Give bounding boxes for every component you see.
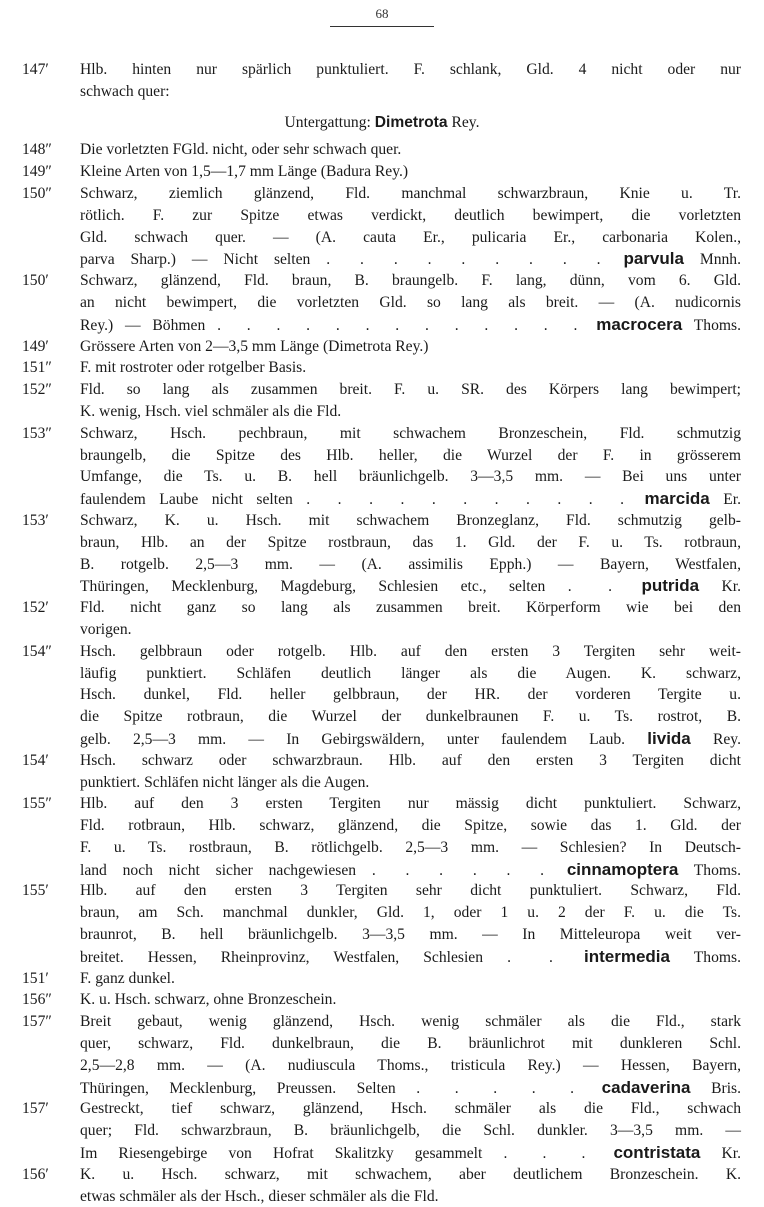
- key-couplet: [0, 989, 764, 1011]
- species-author: Thoms.: [693, 948, 741, 966]
- text-row: [80, 1120, 741, 1142]
- text-line: Gestreckt, tief schwarz, glänzend, Hsch. schmäler als die Fld., schwach: [80, 1100, 741, 1118]
- text-line: rötlich. F. zur Spitze etwas verdickt, deutlich bewimpert, die vorletzten: [80, 206, 741, 224]
- text-line: Fld. rotbraun, Hlb. schwarz, glänzend, die Spitze, sowie das 1. Gld. der: [80, 817, 741, 835]
- text-row: [80, 619, 741, 641]
- text-line: Grössere Arten von 2—3,5 mm Länge (Dimetrota Rey.): [80, 337, 429, 355]
- text-line: braun, Hlb. an der Spitze rostbraun, das 1. Gld. der F. u. Ts. rotbraun,: [80, 533, 741, 551]
- text-line: F. mit rostroter oder rotgelber Basis.: [80, 359, 307, 377]
- text-row: [80, 597, 741, 619]
- text-row: [80, 554, 741, 576]
- couplet-number: 152′: [22, 599, 49, 617]
- text-row: [80, 772, 741, 794]
- leader-dots: . . . . .: [416, 1079, 582, 1097]
- text-row: [80, 510, 741, 532]
- text-row: [80, 532, 741, 554]
- species-label: [584, 946, 741, 966]
- couplet-number: 151″: [22, 359, 52, 377]
- text-line: Hlb. auf den 3 ersten Tergiten nur mässig dicht punktuliert. Schwarz,: [80, 795, 741, 813]
- text-line: quer; Fld. schwarzbraun, B. bräunlichgelb, die Schl. dunkler. 3—3,5 mm. —: [80, 1122, 741, 1140]
- text-row: [80, 59, 741, 81]
- text-line: land noch nicht sicher nachgewiesen: [80, 861, 357, 879]
- key-couplet: [0, 641, 764, 750]
- species-name: parvula: [623, 249, 684, 269]
- species-author: Kr.: [721, 578, 742, 596]
- key-couplet: [0, 270, 764, 335]
- couplet-number: 149′: [22, 337, 49, 355]
- text-line: schwach quer:: [80, 82, 170, 100]
- key-couplet: [0, 1011, 764, 1098]
- text-line: Thüringen, Mecklenburg, Magdeburg, Schlesien etc., selten: [80, 578, 546, 596]
- text-row: [80, 1055, 741, 1077]
- species-line: [80, 1142, 741, 1164]
- species-line: [80, 728, 741, 750]
- text-line: faulendem Laube nicht selten: [80, 491, 293, 509]
- species-author: Bris.: [711, 1079, 742, 1097]
- text-line: Gld. schwach quer. — (A. cauta Er., pulicaria Er., carbonaria Kolen.,: [80, 228, 741, 246]
- text-row: [80, 663, 741, 685]
- species-name: marcida: [644, 489, 710, 509]
- couplet-number: 153′: [22, 511, 49, 529]
- text-row: [80, 336, 741, 358]
- species-name: putrida: [641, 576, 700, 596]
- couplet-number: 157″: [22, 1013, 52, 1031]
- text-row: [80, 81, 741, 103]
- leader-dots: . . . . . . . . . . .: [306, 491, 632, 509]
- species-author: Rey.: [712, 730, 741, 748]
- subgenus-author: Rey.: [451, 113, 480, 131]
- text-row: [80, 161, 741, 183]
- species-line: [80, 314, 741, 336]
- couplet-number: 155′: [22, 882, 49, 900]
- text-line: K. u. Hsch. schwarz, ohne Bronzeschein.: [80, 991, 337, 1009]
- text-row: [80, 924, 741, 946]
- text-row: [80, 423, 741, 445]
- header-rule: [330, 26, 434, 27]
- text-row: [80, 466, 741, 488]
- species-label: [601, 1077, 742, 1097]
- text-line: braun, am Sch. manchmal dunkler, Gld. 1, oder 1 u. 2 der F. u. die Ts.: [80, 904, 741, 922]
- text-line: 2,5—2,8 mm. — (A. nudiuscula Thoms., tristicula Rey.) — Hessen, Bayern,: [80, 1056, 741, 1074]
- text-line: Im Riesengebirge von Hofrat Skalitzky gesammelt: [80, 1145, 483, 1163]
- species-label: [623, 251, 741, 268]
- species-line: [80, 1077, 741, 1099]
- leader-dots: . .: [567, 578, 620, 596]
- text-line: Hlb. hinten nur spärlich punktuliert. F. schlank, Gld. 4 nicht oder nur: [80, 61, 741, 78]
- key-couplet: [0, 510, 764, 597]
- couplet-number: 157′: [22, 1100, 49, 1118]
- text-row: [80, 706, 741, 728]
- text-row: [80, 641, 741, 663]
- key-couplet: [0, 793, 764, 880]
- couplet-number: 148″: [22, 141, 52, 159]
- leader-dots: . . . . . . . . . . . . .: [217, 316, 585, 334]
- text-line: die Spitze rotbraun, die Wurzel der dunkelbraunen F. u. Ts. rostrot, B.: [80, 708, 741, 726]
- text-line: an nicht bewimpert, die vorletzten Gld. so lang als breit. — (A. nudicornis: [80, 293, 741, 311]
- text-line: punktiert. Schläfen nicht länger als die Augen.: [80, 773, 370, 791]
- couplet-number: 150″: [22, 184, 52, 202]
- couplet-number: 156″: [22, 991, 52, 1009]
- species-name: contristata: [613, 1143, 701, 1163]
- text-line: parva Sharp.) — Nicht selten: [80, 251, 311, 269]
- text-line: läufig punktiert. Schläfen deutlich länger als die Augen. K. schwarz,: [80, 664, 741, 682]
- text-row: [80, 989, 741, 1011]
- key-couplet: [0, 183, 764, 270]
- key-couplet: [0, 968, 764, 990]
- subgenus-label: Untergattung:: [284, 113, 371, 131]
- species-name: cinnamoptera: [566, 859, 679, 879]
- species-line: [80, 248, 741, 270]
- text-row: [80, 183, 741, 205]
- text-row: [80, 292, 741, 314]
- couplet-number: 154′: [22, 751, 49, 769]
- text-line: Umfange, die Ts. u. B. hell bräunlichgelb. 3—3,5 mm. — Bei uns unter: [80, 468, 741, 486]
- text-line: breitet. Hessen, Rheinprovinz, Westfalen, Schlesien: [80, 948, 484, 966]
- key-couplet: [0, 750, 764, 794]
- key-couplet: [0, 1098, 764, 1163]
- species-label: [647, 728, 741, 748]
- couplet-number: 147′: [22, 61, 49, 78]
- text-row: [80, 445, 741, 467]
- text-line: B. rotgelb. 2,5—3 mm. — (A. assimilis Epph.) — Bayern, Westfalen,: [80, 555, 741, 573]
- text-row: [80, 205, 741, 227]
- leader-dots: . .: [507, 948, 560, 966]
- key-couplet: [0, 597, 764, 641]
- text-line: Rey.) — Böhmen: [80, 316, 206, 334]
- text-row: [80, 401, 741, 423]
- text-line: Breit gebaut, wenig glänzend, Hsch. wenig schmäler als die Fld., stark: [80, 1013, 741, 1031]
- species-author: Thoms.: [693, 316, 741, 334]
- couplet-number: 155″: [22, 795, 52, 813]
- species-label: [645, 491, 741, 508]
- text-row: [80, 270, 741, 292]
- text-line: Schwarz, glänzend, Fld. braun, B. braungelb. F. lang, dünn, vom 6. Gld.: [80, 272, 741, 290]
- species-line: [80, 488, 741, 510]
- text-line: vorigen.: [80, 620, 132, 638]
- text-row: [80, 227, 741, 249]
- leader-dots: . . . . . . . . .: [326, 251, 608, 269]
- species-line: [80, 946, 741, 968]
- species-name: macrocera: [596, 314, 683, 334]
- text-line: Kleine Arten von 1,5—1,7 mm Länge (Badura Rey.): [80, 163, 409, 181]
- leader-dots: . . . . . .: [371, 861, 552, 879]
- text-row: [80, 815, 741, 837]
- text-line: Fld. so lang als zusammen breit. F. u. SR. des Körpers lang bewimpert;: [80, 381, 741, 399]
- text-line: F. ganz dunkel.: [80, 969, 175, 987]
- couplet-number: 152″: [22, 381, 52, 399]
- text-row: [80, 139, 741, 161]
- key-couplet: [0, 336, 764, 358]
- text-row: [80, 902, 741, 924]
- text-row: [80, 968, 741, 990]
- species-name: cadaverina: [601, 1077, 691, 1097]
- key-couplet: [0, 357, 764, 379]
- text-line: Hsch. gelbbraun oder rotgelb. Hlb. auf den ersten 3 Tergiten sehr weit-: [80, 642, 741, 660]
- couplet-number: 149″: [22, 163, 52, 181]
- key-text: [0, 59, 764, 1207]
- species-name: livida: [647, 728, 691, 748]
- key-couplet: [0, 379, 764, 423]
- text-line: Hlb. auf den ersten 3 Tergiten sehr dicht punktuliert. Schwarz, Fld.: [80, 882, 741, 900]
- text-line: braunrot, B. hell bräunlichgelb. 3—3,5 mm. — In Mitteleuropa weit ver-: [80, 926, 741, 944]
- text-line: Schwarz, Hsch. pechbraun, mit schwachem Bronzeschein, Fld. schmutzig: [80, 424, 741, 442]
- subgenus-heading: [0, 103, 764, 140]
- species-label: [613, 1145, 741, 1162]
- leader-dots: . . .: [503, 1145, 593, 1163]
- subgenus-name: Dimetrota: [374, 113, 448, 131]
- text-line: etwas schmäler als der Hsch., dieser schmäler als die Fld.: [80, 1187, 439, 1205]
- text-row: [80, 1098, 741, 1120]
- text-row: [80, 837, 741, 859]
- text-line: quer, schwarz, Fld. dunkelbraun, die B. bräunlichrot mit dunkleren Schl.: [80, 1035, 741, 1053]
- text-line: Hsch. schwarz oder schwarzbraun. Hlb. auf den ersten 3 Tergiten dicht: [80, 751, 741, 769]
- couplet-number: 153″: [22, 424, 52, 442]
- couplet-number: 150′: [22, 272, 49, 290]
- key-couplet: [0, 59, 764, 103]
- text-row: [80, 1164, 741, 1186]
- text-line: K. u. Hsch. schwarz, mit schwachem, aber deutlichem Bronzeschein. K.: [80, 1165, 741, 1183]
- species-label: [641, 578, 741, 595]
- key-couplet: [0, 423, 764, 510]
- species-label: [566, 859, 741, 879]
- species-line: [80, 575, 741, 597]
- species-author: Er.: [723, 491, 742, 509]
- species-author: Mnnh.: [699, 251, 741, 269]
- text-row: [80, 1033, 741, 1055]
- text-line: Thüringen, Mecklenburg, Preussen. Selten: [80, 1079, 396, 1097]
- text-row: [80, 793, 741, 815]
- text-line: Schwarz, K. u. Hsch. mit schwachem Bronzeglanz, Fld. schmutzig gelb-: [80, 511, 741, 529]
- text-row: [80, 750, 741, 772]
- text-line: braungelb, die Spitze des Hlb. heller, die Wurzel der F. in grösserem: [80, 446, 741, 464]
- species-label: [596, 314, 741, 334]
- text-row: [80, 379, 741, 401]
- page-number: 68: [375, 6, 389, 21]
- text-line: F. u. Ts. rostbraun, B. rötlichgelb. 2,5—3 mm. — Schlesien? In Deutsch-: [80, 838, 741, 856]
- couplet-number: 156′: [22, 1165, 49, 1183]
- key-couplet: [0, 1164, 764, 1207]
- text-row: [80, 880, 741, 902]
- text-row: [80, 1011, 741, 1033]
- text-line: Schwarz, ziemlich glänzend, Fld. manchmal schwarzbraun, Knie u. Tr.: [80, 184, 741, 202]
- species-name: intermedia: [584, 946, 670, 966]
- species-author: Kr.: [721, 1145, 741, 1163]
- text-line: K. wenig, Hsch. viel schmäler als die Fld.: [80, 402, 342, 420]
- text-line: Die vorletzten FGld. nicht, oder sehr schwach quer.: [80, 141, 402, 159]
- text-line: Hsch. dunkel, Fld. heller gelbbraun, der HR. der vorderen Tergite u.: [80, 686, 741, 704]
- species-line: [80, 859, 741, 881]
- species-author: Thoms.: [693, 861, 741, 879]
- key-couplet: [0, 161, 764, 183]
- text-line: Fld. nicht ganz so lang als zusammen breit. Körperform wie bei den: [80, 599, 741, 617]
- couplet-number: 151′: [22, 969, 49, 987]
- text-row: [80, 684, 741, 706]
- couplet-number: 154″: [22, 642, 52, 660]
- text-row: [80, 357, 741, 379]
- key-couplet: [0, 880, 764, 967]
- text-line: gelb. 2,5—3 mm. — In Gebirgswäldern, unter faulendem Laub.: [80, 730, 626, 748]
- key-couplet: [0, 139, 764, 161]
